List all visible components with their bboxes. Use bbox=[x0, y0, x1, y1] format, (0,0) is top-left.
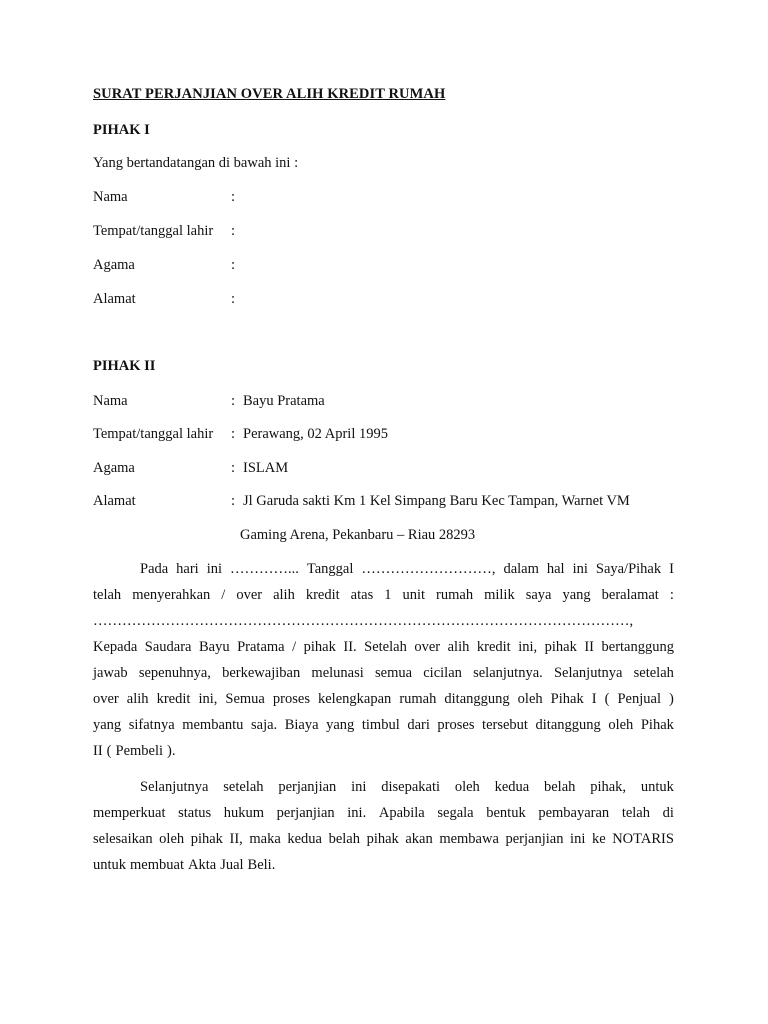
field-label: Agama bbox=[93, 257, 135, 273]
field-value: Perawang, 02 April 1995 bbox=[243, 426, 388, 442]
pihak-1-field-nama bbox=[93, 189, 243, 206]
pihak-2-field-ttl bbox=[93, 426, 388, 443]
paragraph-line: …………………………………………………………………………………………………, bbox=[93, 613, 634, 629]
paragraph-line: selesaikan oleh pihak II, maka kedua belah pihak akan membawa perjanjian ini ke NOTARIS bbox=[93, 831, 674, 847]
field-value: Jl Garuda sakti Km 1 Kel Simpang Baru Kec Tampan, Warnet VM bbox=[243, 493, 630, 509]
pihak-2-field-alamat bbox=[93, 493, 630, 510]
field-colon: : bbox=[231, 493, 236, 509]
field-label: Nama bbox=[93, 189, 128, 205]
field-label: Tempat/tanggal lahir bbox=[93, 223, 214, 239]
field-value: ISLAM bbox=[243, 460, 289, 476]
pihak-1-intro: Yang bertandatangan di bawah ini : bbox=[93, 155, 299, 171]
pihak-1-field-agama bbox=[93, 257, 243, 274]
pihak-1-field-ttl bbox=[93, 223, 243, 240]
field-value: Bayu Pratama bbox=[243, 393, 325, 409]
field-colon: : bbox=[231, 393, 236, 409]
field-colon: : bbox=[231, 426, 236, 442]
document-title: SURAT PERJANJIAN OVER ALIH KREDIT RUMAH bbox=[93, 86, 446, 102]
paragraph-line: jawab sepenuhnya, berkewajiban melunasi semua cicilan selanjutnya. Selanjutnya setelah bbox=[93, 665, 674, 681]
pihak-2-heading: PIHAK II bbox=[93, 358, 156, 374]
paragraph-line: memperkuat status hukum perjanjian ini. Apabila segala bentuk pembayaran telah di bbox=[93, 805, 674, 821]
field-colon: : bbox=[231, 257, 236, 273]
field-colon: : bbox=[231, 460, 236, 476]
field-label: Alamat bbox=[93, 493, 136, 509]
field-label: Nama bbox=[93, 393, 128, 409]
paragraph-line: Pada hari ini …………... Tanggal ………………………, dalam hal ini Saya/Pihak I bbox=[140, 561, 674, 577]
paragraph-line: Selanjutnya setelah perjanjian ini disepakati oleh kedua belah pihak, untuk bbox=[140, 779, 674, 795]
pihak-1-heading: PIHAK I bbox=[93, 122, 150, 138]
pihak-1-field-alamat bbox=[93, 291, 243, 308]
paragraph-2 bbox=[93, 774, 674, 878]
field-colon: : bbox=[231, 291, 236, 307]
pihak-2-address-continued: Gaming Arena, Pekanbaru – Riau 28293 bbox=[240, 527, 476, 543]
field-label: Tempat/tanggal lahir bbox=[93, 426, 214, 442]
paragraph-line: II ( Pembeli ). bbox=[93, 743, 176, 759]
paragraph-line: telah menyerahkan / over alih kredit atas 1 unit rumah milik saya yang beralamat : bbox=[93, 587, 674, 603]
paragraph-line: untuk membuat Akta Jual Beli. bbox=[93, 857, 276, 873]
paragraph-line: yang sifatnya membantu saja. Biaya yang timbul dari proses tersebut ditanggung oleh Pihak bbox=[93, 717, 674, 733]
field-colon: : bbox=[231, 189, 236, 205]
paragraph-line: Kepada Saudara Bayu Pratama / pihak II. Setelah over alih kredit ini, pihak II bertanggung bbox=[93, 639, 674, 655]
paragraph-1 bbox=[93, 556, 674, 764]
field-label: Agama bbox=[93, 460, 135, 476]
field-colon: : bbox=[231, 223, 236, 239]
paragraph-line: over alih kredit ini, Semua proses kelengkapan rumah ditanggung oleh Pihak I ( Penjual ) bbox=[93, 691, 674, 707]
pihak-2-field-agama bbox=[93, 460, 288, 477]
pihak-2-field-nama bbox=[93, 393, 325, 410]
field-label: Alamat bbox=[93, 291, 136, 307]
